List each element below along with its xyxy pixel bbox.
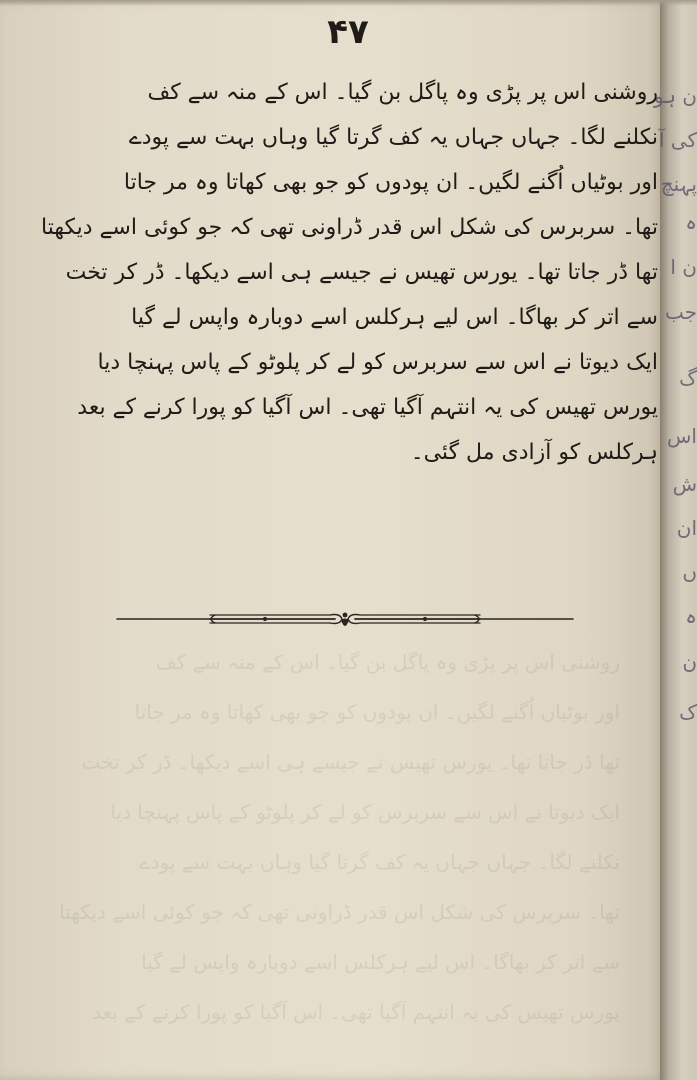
show-through-text: سے اتر کر بھاگا۔ اس لیے ہرکلس اسے دوبارہ واپس لے گیا bbox=[141, 950, 620, 974]
edge-fragment: ن bbox=[682, 650, 697, 674]
text-line: اور بوٹیاں اُگنے لگیں۔ ان پودوں کو جو بھی کھاتا وہ مر جاتا bbox=[123, 170, 658, 195]
text-line: ایک دیوتا نے اس سے سربرس کو لے کر پلوٹو کے پاس پہنچا دیا bbox=[97, 350, 658, 375]
text-line: تھا۔ سربرس کی شکل اس قدر ڈراونی تھی کہ جو کوئی اسے دیکھتا bbox=[40, 215, 658, 240]
edge-fragment: کی آ bbox=[658, 128, 697, 152]
edge-fragment: ک bbox=[679, 700, 697, 724]
edge-fragment: ش bbox=[672, 472, 697, 496]
edge-fragment: پہنچ bbox=[660, 172, 697, 196]
show-through-text: یورس تھیس کی یہ انتہم آگیا تھی۔ اس آگیا کو پورا کرنے کے بعد bbox=[92, 1000, 620, 1024]
adjacent-page-edge bbox=[653, 0, 697, 1080]
edge-fragment: ں bbox=[682, 560, 697, 584]
edge-fragment: ہ bbox=[685, 604, 697, 628]
page-number: ۴۷ bbox=[327, 12, 369, 52]
text-line: سے اتر کر بھاگا۔ اس لیے ہرکلس اسے دوبارہ واپس لے گیا bbox=[131, 305, 658, 330]
edge-fragment: گ bbox=[679, 366, 697, 390]
edge-fragment: ن ہو bbox=[653, 84, 697, 108]
show-through-text: تھا۔ سربرس کی شکل اس قدر ڈراونی تھی کہ جو کوئی اسے دیکھتا bbox=[59, 900, 620, 924]
show-through-text: اور بوٹیاں اُگنے لگیں۔ ان پودوں کو جو بھی کھاتا وہ مر جاتا bbox=[134, 700, 620, 724]
show-through-text: تھا ڈر جاتا تھا۔ یورس تھیس نے جیسے ہی اسے دیکھا۔ ڈر کر تخت bbox=[81, 750, 620, 774]
edge-fragment: ان bbox=[676, 516, 697, 540]
text-line: یورس تھیس کی یہ انتہم آگیا تھی۔ اس آگیا کو پورا کرنے کے بعد bbox=[77, 395, 658, 420]
edge-fragment: ن ا bbox=[670, 255, 697, 279]
text-line: روشنی اس پر پڑی وہ پاگل بن گیا۔ اس کے منہ سے کف bbox=[147, 80, 658, 105]
edge-fragment: اس bbox=[667, 424, 697, 448]
show-through-text: ایک دیوتا نے اس سے سربرس کو لے کر پلوٹو کے پاس پہنچا دیا bbox=[110, 800, 620, 824]
show-through-text: روشنی اس پر پڑی وہ پاگل بن گیا۔ اس کے منہ سے کف bbox=[155, 650, 620, 674]
text-line: تھا ڈر جاتا تھا۔ یورس تھیس نے جیسے ہی اسے دیکھا۔ ڈر کر تخت bbox=[65, 260, 658, 285]
scan-shadow bbox=[0, 0, 697, 6]
show-through-text: نکلنے لگا۔ جہاں جہاں یہ کف گرتا گیا وہاں بہت سے پودے bbox=[138, 850, 620, 874]
edge-fragment: ہ bbox=[685, 210, 697, 234]
body-text bbox=[40, 70, 658, 475]
section-end-ornament bbox=[115, 604, 575, 634]
text-line: نکلنے لگا۔ جہاں جہاں یہ کف گرتا گیا وہاں بہت سے پودے bbox=[128, 125, 658, 150]
text-line: ہرکلس کو آزادی مل گئی۔ bbox=[410, 440, 658, 465]
edge-fragment: جب bbox=[664, 300, 697, 324]
